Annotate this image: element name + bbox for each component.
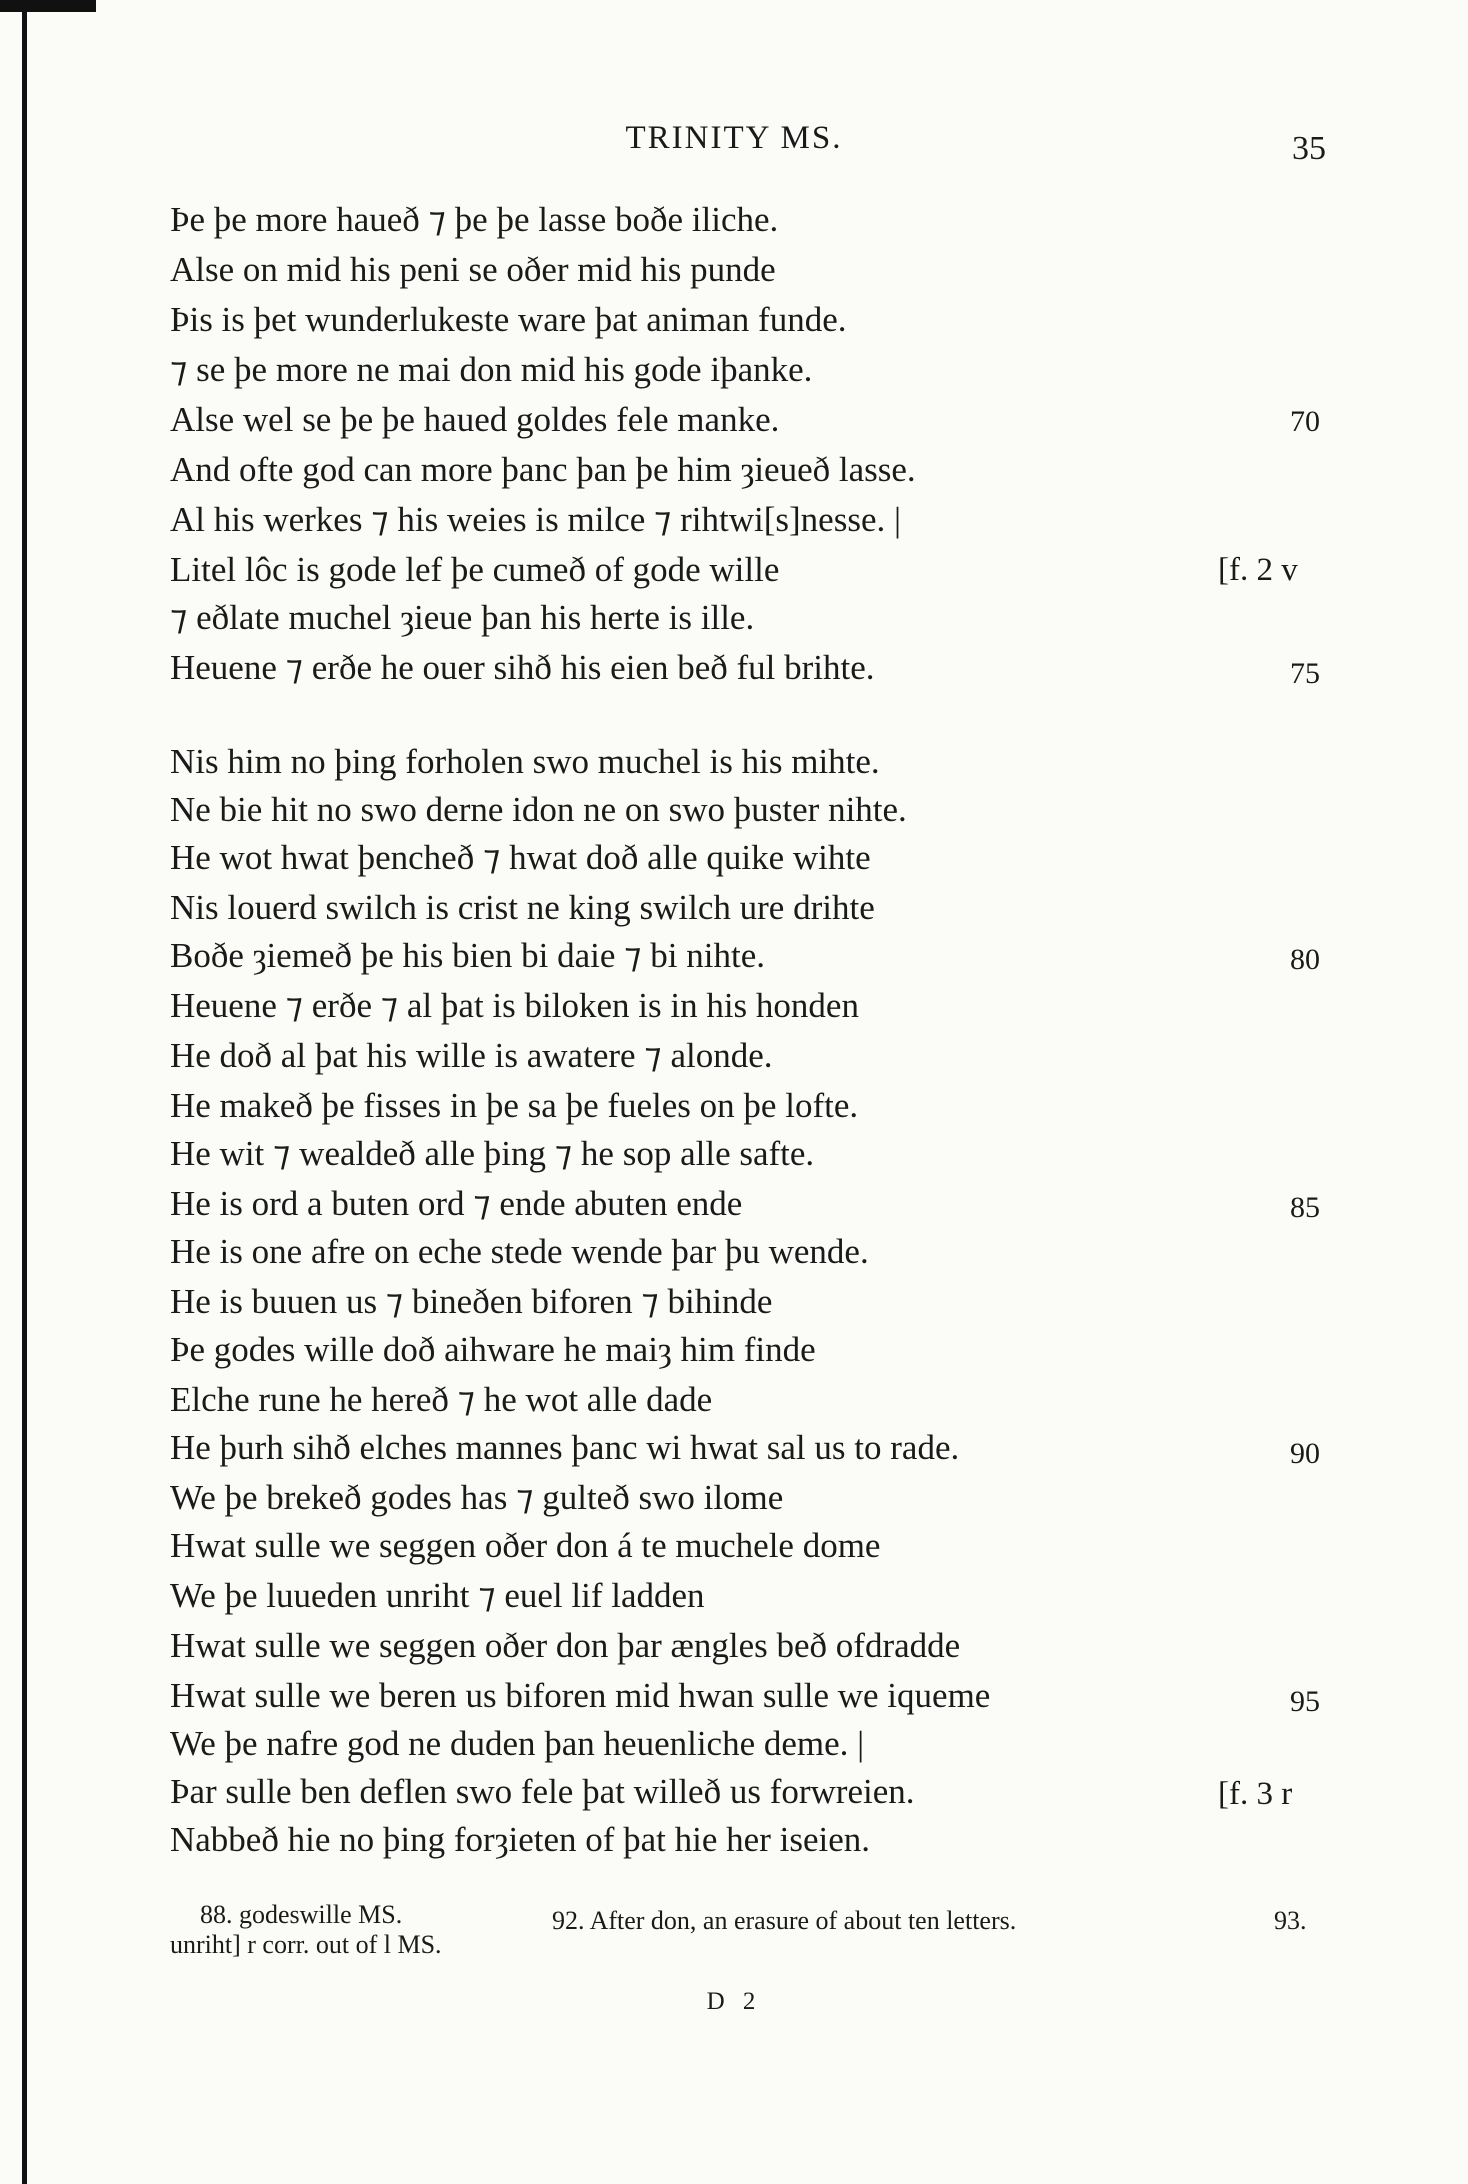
footnote-92: 92. After don, an erasure of about ten letters.	[552, 1906, 1017, 1935]
verse-line: He wot hwat þencheð ⁊ hwat doð alle quike wihte	[170, 838, 871, 877]
verse-line: Ne bie hit no swo derne idon ne on swo þuster nihte.	[170, 790, 907, 829]
line-number: 85	[1290, 1191, 1320, 1224]
footnote-93-text: unriht] r corr. out of l MS.	[170, 1930, 442, 1959]
verse-line: Hwat sulle we seggen oðer don þar ængles beð ofdradde	[170, 1626, 961, 1665]
verse-line: Litel lôc is gode lef þe cumeð of gode wille	[170, 550, 780, 589]
verse-line: Hwat sulle we seggen oðer don á te muchele dome	[170, 1526, 881, 1565]
verse-line: Hwat sulle we beren us biforen mid hwan sulle we iqueme	[170, 1676, 991, 1715]
verse-line: Alse wel se þe þe haued goldes fele manke.	[170, 400, 780, 439]
verse-line: Þar sulle ben deflen swo fele þat willeð us forwreien.	[170, 1772, 915, 1811]
verse-line: He is ord a buten ord ⁊ ende abuten ende	[170, 1184, 743, 1223]
verse-line: Boðe ȝiemeð þe his bien bi daie ⁊ bi nihte.	[170, 936, 765, 975]
folio-mark: [f. 3 r	[1218, 1776, 1293, 1812]
page-edge-left-rule	[22, 12, 27, 2184]
footnote-88: 88. godeswille MS.	[200, 1900, 403, 1929]
verse-line: Alse on mid his peni se oðer mid his punde	[170, 250, 776, 289]
line-number: 75	[1290, 657, 1320, 690]
verse-line: We þe nafre god ne duden þan heuenliche deme. |	[170, 1724, 865, 1763]
page-number: 35	[1292, 130, 1326, 167]
verse-line: ⁊ eðlate muchel ȝieue þan his herte is ille.	[170, 598, 755, 637]
line-number: 80	[1290, 943, 1320, 976]
verse-line: We þe brekeð godes has ⁊ gulteð swo ilome	[170, 1478, 784, 1517]
line-number: 90	[1290, 1437, 1320, 1470]
page-edge-top-rule	[0, 0, 96, 12]
verse-line: He is buuen us ⁊ bineðen biforen ⁊ bihinde	[170, 1282, 773, 1321]
verse-line: And ofte god can more þanc þan þe him ȝieueð lasse.	[170, 450, 916, 489]
verse-line: He doð al þat his wille is awatere ⁊ alonde.	[170, 1036, 773, 1075]
verse-line: He is one afre on eche stede wende þar þu wende.	[170, 1232, 869, 1271]
verse-line: Elche rune he hereð ⁊ he wot alle dade	[170, 1380, 713, 1419]
verse-line: He wit ⁊ wealdeð alle þing ⁊ he sop alle safte.	[170, 1134, 815, 1173]
verse-line: Nis him no þing forholen swo muchel is his mihte.	[170, 742, 880, 781]
verse-line: ⁊ se þe more ne mai don mid his gode iþanke.	[170, 350, 813, 389]
footnote-93-number: 93.	[1274, 1906, 1307, 1935]
signature-mark: D 2	[706, 1988, 762, 2015]
running-header-title: TRINITY MS.	[625, 120, 843, 156]
verse-line: He makeð þe fisses in þe sa þe fueles on þe lofte.	[170, 1086, 859, 1125]
verse-line: Al his werkes ⁊ his weies is milce ⁊ rihtwi[s]nesse. |	[170, 500, 901, 539]
folio-mark: [f. 2 v	[1218, 552, 1298, 588]
verse-line: We þe luueden unriht ⁊ euel lif ladden	[170, 1576, 705, 1615]
verse-line: Þe godes wille doð aihware he maiȝ him finde	[170, 1330, 816, 1369]
line-number: 95	[1290, 1685, 1320, 1718]
verse-line: Nabbeð hie no þing forȝieten of þat hie her iseien.	[170, 1820, 870, 1859]
line-number: 70	[1290, 405, 1320, 438]
verse-line: Nis louerd swilch is crist ne king swilch ure drihte	[170, 888, 875, 927]
verse-line: Heuene ⁊ erðe ⁊ al þat is biloken is in his honden	[170, 986, 859, 1025]
verse-line: He þurh sihð elches mannes þanc wi hwat sal us to rade.	[170, 1428, 960, 1467]
verse-line: Þe þe more haueð ⁊ þe þe lasse boðe iliche.	[170, 200, 779, 239]
verse-line: Þis is þet wunderlukeste ware þat animan funde.	[170, 300, 847, 339]
verse-line: Heuene ⁊ erðe he ouer sihð his eien beð ful brihte.	[170, 648, 875, 687]
